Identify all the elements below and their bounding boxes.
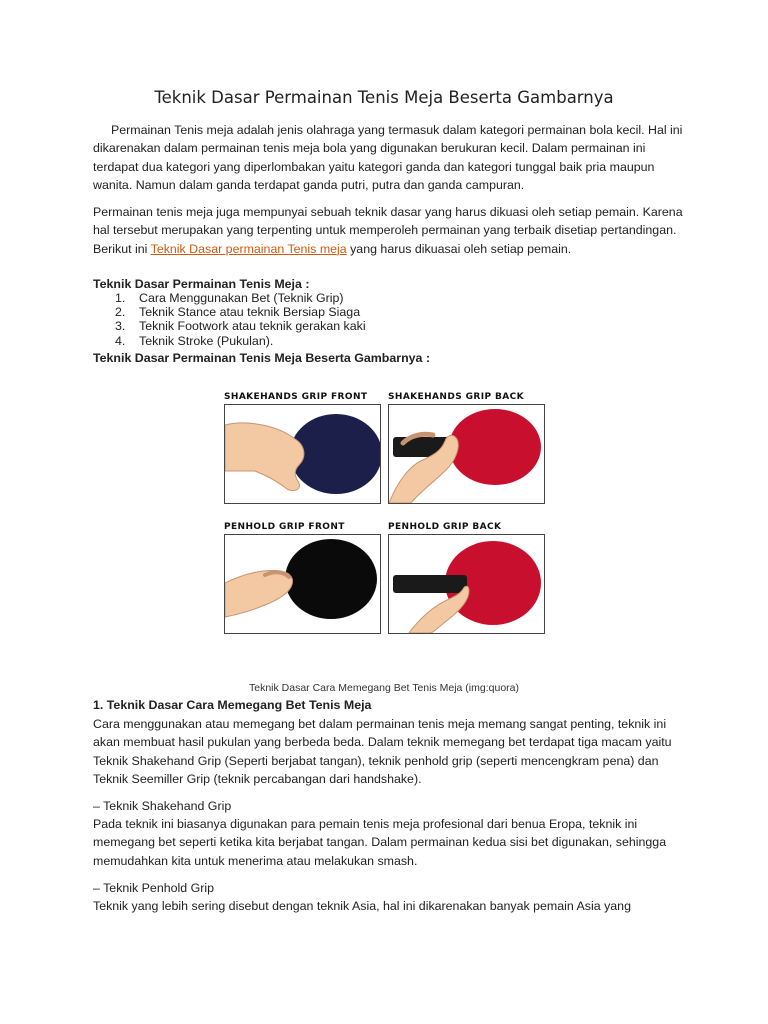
technique-list — [93, 291, 366, 348]
second-paragraph-before: Permainan tenis meja juga mempunyai sebuah teknik dasar yang harus dikuasi oleh setiap pemain. Karena hal tersebut merupakan yang terpenting untuk memperoleh permainan yang terbaik disetiap pertandingan. Berikut ini — [93, 205, 683, 256]
article-link[interactable]: Teknik Dasar permainan Tenis meja — [150, 241, 347, 256]
shakehands-back-illustration — [389, 405, 544, 503]
list-number: 4. — [115, 333, 126, 348]
intro-paragraph-text: Permainan Tenis meja adalah jenis olahraga yang termasuk dalam kategori permainan bola kecil. Hal ini dikarenakan dalam permainan tenis meja bola yang digunakan berukuran kecil. Dalam permainan ini terdapat dua kategori yang diperlombakan yaitu kategori ganda dan kategori tunggal baik pria maupun wanita. Namun dalam ganda terdapat ganda putri, putra dan ganda campuran. — [93, 123, 683, 192]
list-item — [93, 319, 366, 333]
hand — [225, 571, 293, 618]
shakehands-back-label: SHAKEHANDS GRIP BACK — [388, 392, 525, 402]
shakehands-front-image — [224, 404, 381, 504]
penhold-front-illustration — [225, 535, 380, 633]
hand — [409, 586, 469, 633]
penhold-front-label: PENHOLD GRIP FRONT — [224, 522, 345, 532]
section1-heading: 1. Teknik Dasar Cara Memegang Bet Tenis Meja — [93, 698, 372, 712]
shakehand-body: Pada teknik ini biasanya digunakan para pemain tenis meja profesional dari benua Eropa, teknik ini memegang bet seperti ketika kita berjabat tangan. Dalam permainan kedua sisi bet digunakan, sehingga memudahkan kita untuk menerima atau melakukan smash. — [93, 817, 667, 868]
section1-body: Cara menggunakan atau memegang bet dalam permainan tenis meja memang sangat penting, teknik ini akan membuat hasil pukulan yang berbeda beda. Dalam teknik memegang bet terdapat tiga macam yaitu Teknik Shakehand Grip (Seperti berjabat tangan), teknik penhold grip (seperti mencengkram pena) dan Teknik Seemiller Grip (teknik percabangan dari handshake). — [93, 717, 672, 786]
list-heading: Teknik Dasar Permainan Tenis Meja : — [93, 277, 310, 291]
list-number: 3. — [115, 319, 126, 334]
figure-heading: Teknik Dasar Permainan Tenis Meja Beserta Gambarnya : — [93, 351, 430, 365]
second-paragraph — [93, 203, 683, 258]
list-item — [93, 291, 366, 305]
list-item-text: Teknik Stance atau teknik Bersiap Siaga — [139, 305, 361, 320]
penhold-heading: – Teknik Penhold Grip — [93, 881, 214, 895]
shakehands-back-image — [388, 404, 545, 504]
shakehand-heading: – Teknik Shakehand Grip — [93, 799, 232, 813]
list-item — [93, 334, 366, 348]
black-paddle — [285, 539, 377, 619]
red-paddle — [449, 409, 541, 485]
page-title: Teknik Dasar Permainan Tenis Meja Beserta Gambarnya — [154, 88, 614, 107]
list-number: 1. — [115, 291, 126, 305]
list-item-text: Teknik Footwork atau teknik gerakan kaki — [139, 319, 366, 334]
penhold-back-label: PENHOLD GRIP BACK — [388, 522, 502, 532]
shakehands-front-illustration — [225, 405, 380, 503]
hand — [225, 423, 304, 491]
penhold-back-illustration — [389, 535, 544, 633]
second-paragraph-after: yang harus dikuasai oleh setiap pemain. — [346, 241, 572, 256]
intro-paragraph — [93, 121, 683, 194]
penhold-front-image — [224, 534, 381, 634]
shakehands-front-label: SHAKEHANDS GRIP FRONT — [224, 392, 368, 402]
list-number: 2. — [115, 305, 126, 320]
penhold-body: Teknik yang lebih sering disebut dengan teknik Asia, hal ini dikarenakan banyak pemain Asia yang — [93, 899, 631, 913]
penhold-back-image — [388, 534, 545, 634]
list-item — [93, 305, 366, 319]
list-item-text: Teknik Stroke (Pukulan). — [139, 333, 274, 348]
paddle-handle — [393, 575, 467, 593]
list-item-text: Cara Menggunakan Bet (Teknik Grip) — [139, 291, 344, 305]
figure-caption: Teknik Dasar Cara Memegang Bet Tenis Meja (img:quora) — [248, 682, 519, 694]
